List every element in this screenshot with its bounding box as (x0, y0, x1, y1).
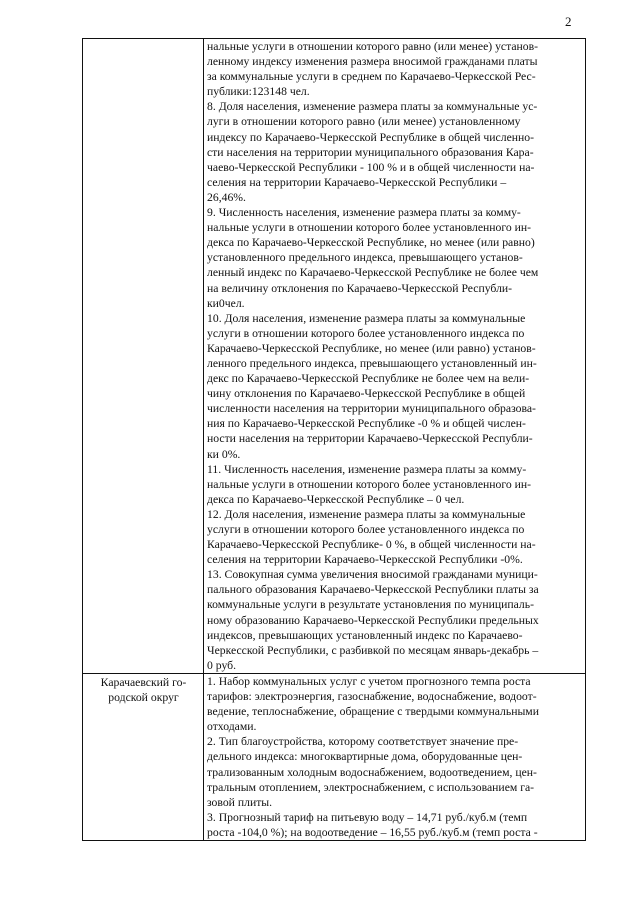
municipality-cell (83, 673, 204, 840)
paragraph-line: на величину отклонения по Карачаево-Черкесской Республи- (207, 281, 513, 295)
paragraph-line: индексов, превышающих установленный индекс по Карачаево- (207, 628, 523, 642)
paragraph-line: тарифов: электроэнергия, газоснабжение, водоснабжение, водоот- (207, 690, 537, 704)
paragraph-line: ленному индексу изменения размера вносимой гражданами платы (207, 55, 538, 69)
paragraph-line: ведение, теплоснабжение, обращение с твердыми коммунальными (207, 705, 539, 719)
paragraph-line: дельного индекса: многоквартирные дома, оборудованные цен- (207, 750, 523, 764)
paragraph-line: зовой плиты. (207, 795, 273, 809)
indicators-cell (204, 673, 586, 840)
paragraph-line: декса по Карачаево-Черкесской Республике – 0 чел. (207, 492, 465, 506)
paragraph-line: Черкесской Республики, с разбивкой по месяцам январь-декабрь – (207, 643, 539, 657)
paragraph-line: чаево-Черкесской Республики - 100 % и в общей численности на- (207, 160, 535, 174)
paragraph-line: отходами. (207, 720, 257, 734)
paragraph-line: за коммунальные услуги в среднем по Карачаево-Черкесской Рес- (207, 70, 536, 84)
paragraph-line: роста -104,0 %); на водоотведение – 16,55 руб./куб.м (темп роста - (207, 825, 538, 839)
paragraph-line: селения на территории Карачаево-Черкесской Республики – (207, 175, 507, 189)
municipality-name-line: родской округ (108, 691, 179, 705)
paragraph-line: Карачаево-Черкесской Республике- 0 %, в общей численности на- (207, 538, 536, 552)
paragraph-line: 12. Доля населения, изменение размера платы за коммунальные (207, 507, 526, 521)
paragraph-line: нальные услуги в отношении которого равно (или менее) установ- (207, 40, 539, 53)
paragraph-line: сти населения на территории муниципального образования Кара- (207, 145, 534, 159)
paragraph-line: 1. Набор коммунальных услуг с учетом прогнозного темпа роста (207, 674, 531, 688)
indicators-cell (204, 39, 586, 674)
paragraph-line: услуги в отношении которого более установленного индекса по (207, 326, 525, 340)
table-row (83, 673, 586, 840)
paragraph-line: индексу по Карачаево-Черкесской Республике в общей численно- (207, 130, 535, 144)
paragraph-line: селения на территории Карачаево-Черкесской Республики -0%. (207, 553, 523, 567)
municipality-name-line: Карачаевский го- (100, 675, 187, 689)
paragraph-line: коммунальные услуги в результате установления по муниципаль- (207, 598, 534, 612)
paragraph-line: численности населения на территории муниципального образова- (207, 402, 536, 416)
paragraph-line: 10. Доля населения, изменение размера платы за коммунальные (207, 311, 526, 325)
paragraph-line: нальные услуги в отношении которого более установленного ин- (207, 221, 532, 235)
paragraph-line: 26,46%. (207, 190, 246, 204)
paragraph-line: ному образованию Карачаево-Черкесской Республики предельных (207, 613, 539, 627)
paragraph-line: услуги в отношении которого более установленного индекса по (207, 523, 525, 536)
paragraph-line: ки 0%. (207, 447, 241, 461)
paragraph-line: ки0чел. (207, 296, 245, 310)
paragraph-line: декса по Карачаево-Черкесской Республике, но менее (или равно) (207, 236, 535, 250)
paragraph-line: 9. Численность населения, изменение размера платы за комму- (207, 206, 521, 220)
table-row (83, 39, 586, 674)
page-number: 2 (565, 14, 572, 29)
paragraph-line: 3. Прогнозный тариф на питьевую воду – 14,71 руб./куб.м (темп (207, 810, 528, 824)
document-table (82, 38, 586, 841)
paragraph-line: 13. Совокупная сумма увеличения вносимой гражданами муници- (207, 568, 538, 582)
paragraph-line: ния по Карачаево-Черкесской Республике -0 % и общей числен- (207, 417, 526, 431)
municipality-cell (83, 39, 204, 674)
paragraph-line: 2. Тип благоустройства, которому соответствует значение пре- (207, 735, 519, 749)
paragraph-line: ности населения на территории Карачаево-Черкесской Республи- (207, 432, 533, 446)
paragraph-line: нальные услуги в отношении которого более установленного ин- (207, 477, 532, 491)
paragraph-line: трализованным холодным водоснабжением, водоотведением, цен- (207, 765, 537, 779)
paragraph-line: 8. Доля населения, изменение размера платы за коммунальные ус- (207, 100, 538, 114)
paragraph-line: 0 руб. (207, 658, 237, 672)
paragraph-line: 11. Численность населения, изменение размера платы за комму- (207, 462, 527, 476)
paragraph-line: тральным отоплением, электроснабжением, с использованием га- (207, 780, 535, 794)
paragraph-line: декс по Карачаево-Черкесской Республике не более чем на вели- (207, 372, 530, 386)
paragraph-line: луги в отношении которого равно (или менее) установленному (207, 115, 521, 129)
paragraph-line: пального образования Карачаево-Черкесской Республики платы за (207, 583, 539, 597)
paragraph-line: публики:123148 чел. (207, 85, 310, 99)
paragraph-line: ленный индекс по Карачаево-Черкесской Республике не более чем (207, 266, 539, 280)
paragraph-line: ленного предельного индекса, превышающего установленный ин- (207, 356, 537, 370)
paragraph-line: чину отклонения по Карачаево-Черкесской Республике в общей (207, 387, 526, 401)
paragraph-line: установленного предельного индекса, превышающего установ- (207, 251, 523, 265)
paragraph-line: Карачаево-Черкесской Республике, но менее (или равно) установ- (207, 341, 536, 355)
